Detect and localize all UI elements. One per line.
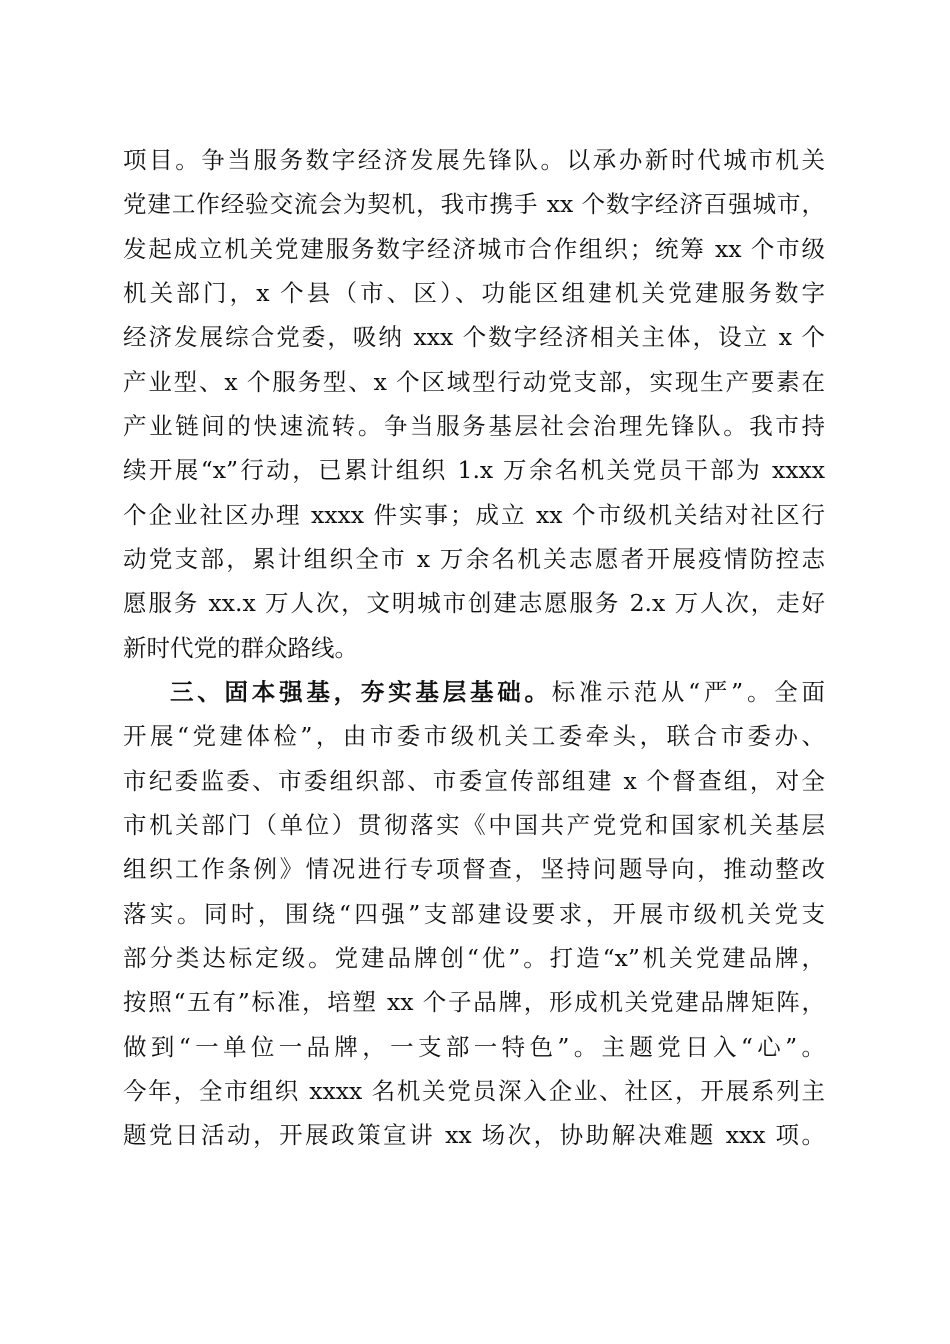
paragraph-line: 党建工作经验交流会为契机，我市携手 xx 个数字经济百强城市， [123,190,825,218]
paragraph-line: 部分类达标定级。党建品牌创“优”。打造“x”机关党建品牌， [123,944,825,972]
paragraph-line: 题党日活动，开展政策宣讲 xx 场次，协助解决难题 xxx 项。 [123,1121,825,1149]
paragraph-line: 项目。争当服务数字经济发展先锋队。以承办新时代城市机关 [123,146,825,174]
paragraph-line: 落实。同时，围绕“四强”支部建设要求，开展市级机关党支 [123,900,825,928]
paragraph-line: 做到“一单位一品牌，一支部一特色”。主题党日入“心”。 [123,1033,825,1061]
paragraph-line: 产业链间的快速流转。争当服务基层社会治理先锋队。我市持 [123,412,825,440]
paragraph-line: 发起成立机关党建服务数字经济城市合作组织；统筹 xx 个市级 [123,235,825,263]
paragraph-line: 按照“五有”标准，培塑 xx 个子品牌，形成机关党建品牌矩阵， [123,988,825,1016]
paragraph-line: 续开展“x”行动，已累计组织 1.x 万余名机关党员干部为 xxxx [123,456,825,484]
paragraph-line: 新时代党的群众路线。 [123,634,358,662]
section-first-line-text: 标准示范从“严”。全面 [551,678,826,706]
paragraph-line: 动党支部，累计组织全市 x 万余名机关志愿者开展疫情防控志 [123,545,825,573]
paragraph-line: 产业型、x 个服务型、x 个区域型行动党支部，实现生产要素在 [123,368,825,396]
paragraph-line: 市纪委监委、市委组织部、市委宣传部组建 x 个督查组，对全 [123,767,825,795]
section-heading: 三、固本强基，夯实基层基础。 [170,678,552,706]
paragraph-line: 愿服务 xx.x 万人次，文明城市创建志愿服务 2.x 万人次，走好 [123,589,825,617]
paragraph-line: 机关部门，x 个县（市、区）、功能区组建机关党建服务数字 [123,279,825,307]
paragraph-line: 今年，全市组织 xxxx 名机关党员深入企业、社区，开展系列主 [123,1077,825,1105]
paragraph-line: 开展“党建体检”，由市委市级机关工委牵头，联合市委办、 [123,722,825,750]
paragraph-line: 组织工作条例》情况进行专项督查，坚持问题导向，推动整改 [123,855,825,883]
paragraph-line: 经济发展综合党委，吸纳 xxx 个数字经济相关主体，设立 x 个 [123,323,825,351]
paragraph-line: 市机关部门（单位）贯彻落实《中国共产党党和国家机关基层 [123,811,825,839]
paragraph-line: 个企业社区办理 xxxx 件实事；成立 xx 个市级机关结对社区行 [123,501,825,529]
section-first-line [170,676,825,708]
